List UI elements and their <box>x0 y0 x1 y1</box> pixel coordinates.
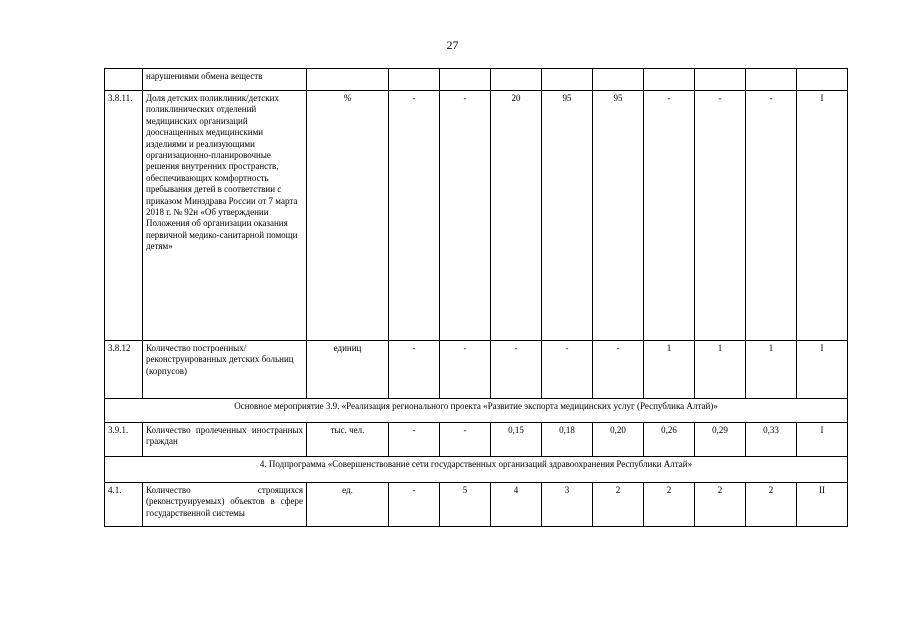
value-cell: 1 <box>644 341 695 399</box>
value-cell <box>593 69 644 91</box>
value-cell: 0,33 <box>746 423 797 457</box>
value-cell: 2 <box>695 483 746 527</box>
row-code: 3.8.11. <box>105 91 143 341</box>
table-row <box>105 91 848 341</box>
value-cell: 95 <box>593 91 644 341</box>
value-cell <box>797 69 848 91</box>
value-cell: 4 <box>491 483 542 527</box>
value-cell: 3 <box>542 483 593 527</box>
unit-cell: единиц <box>307 341 389 399</box>
value-cell: 1 <box>746 341 797 399</box>
table-row <box>105 341 848 399</box>
value-cell <box>746 69 797 91</box>
value-cell <box>440 69 491 91</box>
value-cell: 0,15 <box>491 423 542 457</box>
value-cell: I <box>797 423 848 457</box>
value-cell: 2 <box>644 483 695 527</box>
row-code <box>105 69 143 91</box>
value-cell: - <box>389 91 440 341</box>
indicator-name: Количество строящихся (реконструируемых) объектов в сфере государственной системы <box>143 483 307 527</box>
value-cell <box>491 69 542 91</box>
row-code: 3.9.1. <box>105 423 143 457</box>
section-title: Основное мероприятие 3.9. «Реализация регионального проекта «Развитие экспорта медицинских услуг (Республика Алтай)» <box>105 399 848 423</box>
page-number: 27 <box>446 38 459 52</box>
value-cell: 2 <box>746 483 797 527</box>
table-row <box>105 423 848 457</box>
value-cell: - <box>542 341 593 399</box>
value-cell <box>542 69 593 91</box>
section-row <box>105 399 848 423</box>
value-cell: 1 <box>695 341 746 399</box>
value-cell: 0,18 <box>542 423 593 457</box>
value-cell: 2 <box>593 483 644 527</box>
value-cell: - <box>440 91 491 341</box>
unit-cell: % <box>307 91 389 341</box>
value-cell: II <box>797 483 848 527</box>
value-cell: - <box>440 423 491 457</box>
value-cell: 20 <box>491 91 542 341</box>
indicator-name: нарушениями обмена веществ <box>143 69 307 91</box>
value-cell: - <box>746 91 797 341</box>
unit-cell <box>307 69 389 91</box>
value-cell: I <box>797 91 848 341</box>
indicator-name: Количество построенных/реконструированных детских больниц (корпусов) <box>143 341 307 399</box>
value-cell: 5 <box>440 483 491 527</box>
section-row <box>105 457 848 483</box>
value-cell: - <box>440 341 491 399</box>
value-cell: - <box>389 341 440 399</box>
value-cell: 0,29 <box>695 423 746 457</box>
unit-cell: тыс. чел. <box>307 423 389 457</box>
value-cell <box>644 69 695 91</box>
table-row <box>105 69 848 91</box>
value-cell: - <box>389 483 440 527</box>
indicator-name: Доля детских поликлиник/детских поликлинических отделений медицинских организаций дооснащенных медицинскими изделиями и реализующими организационно-планировочные решения внутренних пространств, обеспечивающих комфортность пребывания детей в соответствии с приказом Минздрава России от 7 марта 2018 г. № 92н «Об утверждении Положения об организации оказания первичной медико-санитарной помощи детям» <box>143 91 307 341</box>
unit-cell: ед. <box>307 483 389 527</box>
value-cell: - <box>644 91 695 341</box>
value-cell <box>389 69 440 91</box>
value-cell: 0,26 <box>644 423 695 457</box>
value-cell: - <box>695 91 746 341</box>
value-cell: - <box>593 341 644 399</box>
value-cell: 95 <box>542 91 593 341</box>
value-cell: I <box>797 341 848 399</box>
section-title: 4. Подпрограмма «Совершенствование сети государственных организаций здравоохранения Республики Алтай» <box>105 457 848 483</box>
table-row <box>105 483 848 527</box>
row-code: 4.1. <box>105 483 143 527</box>
indicators-table <box>104 68 848 527</box>
row-code: 3.8.12 <box>105 341 143 399</box>
value-cell: - <box>491 341 542 399</box>
indicator-name: Количество пролеченных иностранных граждан <box>143 423 307 457</box>
value-cell <box>695 69 746 91</box>
value-cell: - <box>389 423 440 457</box>
value-cell: 0,20 <box>593 423 644 457</box>
